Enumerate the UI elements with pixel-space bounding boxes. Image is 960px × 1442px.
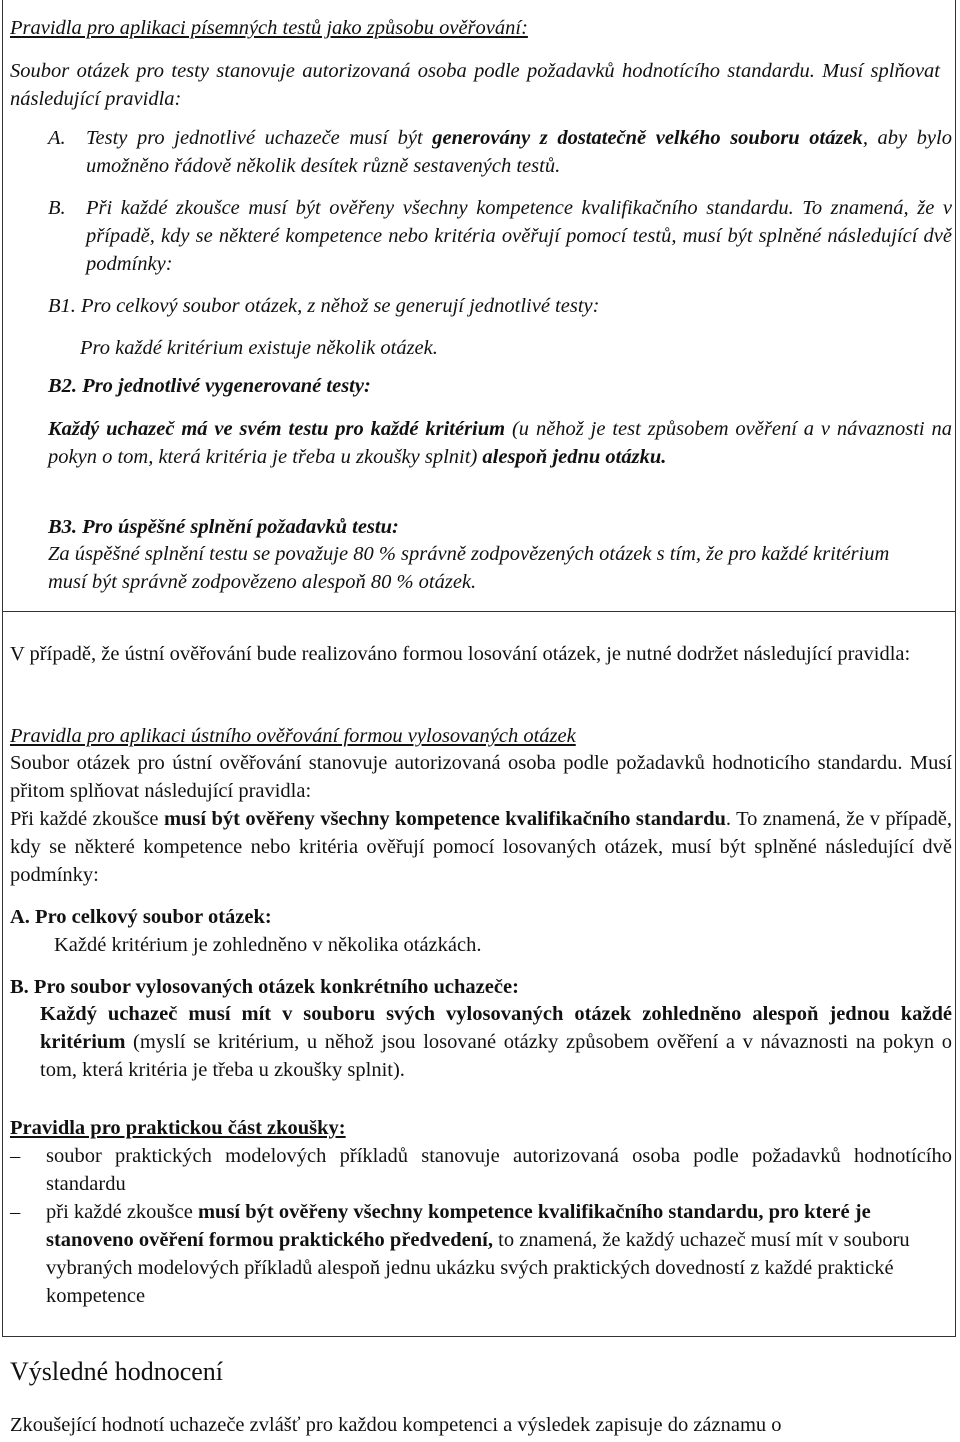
result-text: Zkoušející hodnotí uchazeče zvlášť pro každou kompetenci a výsledek zapisuje do záznamu o <box>10 1414 782 1436</box>
written-heading: Pravidla pro aplikaci písemných testů jako způsobu ověřování: <box>10 17 528 39</box>
item-a-text: Testy pro jednotlivé uchazeče musí být generovány z dostatečně velkého souboru otázek, aby bylo umožněno řádově několik desítek různě sestavených testů. <box>86 127 952 177</box>
b3-text: Za úspěšné splnění testu se považuje 80 % správně zodpovězených otázek s tím, že pro každé kritérium musí být správně zodpovězeno alespoň 80 % otázek. <box>48 543 890 593</box>
dash-bullet: – <box>10 1145 21 1167</box>
b3-heading: B3. Pro úspěšné splnění požadavků testu: <box>48 516 399 538</box>
section-divider <box>2 611 956 612</box>
practical-item-2 <box>10 1198 952 1310</box>
oral-text-2: Při každé zkoušce musí být ověřeny všechny kompetence kvalifikačního standardu. To znamená, že v případě, kdy se některé kompetence nebo kritéria ověřují pomocí losovaných otázek, musí být splněné následující dvě podmínky: <box>10 808 952 886</box>
dash-bullet: – <box>10 1201 21 1223</box>
oral-intro: V případě, že ústní ověřování bude realizováno formou losování otázek, je nutné dodržet následující pravidla: <box>10 643 911 665</box>
practical-item-2-text: při každé zkoušce musí být ověřeny všechny kompetence kvalifikačního standardu, pro které je stanoveno ověření formou praktického předvedení, to znamená, že každý uchazeč musí mít v souboru vybraných modelových příkladů alespoň jednu ukázku svých praktických dovedností z každé praktické kompetence <box>46 1201 910 1307</box>
b1-heading: B1. Pro celkový soubor otázek, z něhož se generují jednotlivé testy: <box>48 295 600 317</box>
oral-b-heading: B. Pro soubor vylosovaných otázek konkrétního uchazeče: <box>10 976 519 998</box>
practical-item-1-text: soubor praktických modelových příkladů stanovuje autorizovaná osoba podle požadavků hodnotícího standardu <box>46 1145 952 1195</box>
oral-text-1: Soubor otázek pro ústní ověřování stanovuje autorizovaná osoba podle požadavků hodnoticího standardu. Musí přitom splňovat následující pravidla: <box>10 752 952 802</box>
item-b-text: Při každé zkoušce musí být ověřeny všechny kompetence kvalifikačního standardu. To znamená, že v případě, kdy se některé kompetence nebo kritéria ověřují pomocí testů, musí být splněné následující dvě podmínky: <box>86 197 952 275</box>
practical-heading: Pravidla pro praktickou část zkoušky: <box>10 1117 346 1139</box>
oral-heading: Pravidla pro aplikaci ústního ověřování formou vylosovaných otázek <box>10 725 576 747</box>
practical-item-1 <box>10 1142 952 1198</box>
written-item-a <box>48 124 952 180</box>
written-item-b <box>48 194 952 278</box>
oral-b-text: Každý uchazeč musí mít v souboru svých vylosovaných otázek zohledněno alespoň jednou každé kritérium (myslí se kritérium, u něhož jsou losované otázky způsobem ověření a v návaznosti na pokyn o tom, která kritéria je třeba u zkoušky splnit). <box>40 1003 952 1081</box>
oral-a-heading: A. Pro celkový soubor otázek: <box>10 906 272 928</box>
item-b-label: B. <box>48 197 66 219</box>
b1-text: Pro každé kritérium existuje několik otázek. <box>80 337 438 359</box>
item-a-label: A. <box>48 127 66 149</box>
b2-heading: B2. Pro jednotlivé vygenerované testy: <box>48 375 371 397</box>
written-intro: Soubor otázek pro testy stanovuje autorizovaná osoba podle požadavků hodnotícího standardu. Musí splňovat následující pravidla: <box>10 60 940 110</box>
result-heading: Výsledné hodnocení <box>10 1357 224 1386</box>
b2-text: Každý uchazeč má ve svém testu pro každé kritérium (u něhož je test způsobem ověření a v návaznosti na pokyn o tom, která kritéria je třeba u zkoušky splnit) alespoň jednu otázku. <box>48 418 952 468</box>
oral-a-text: Každé kritérium je zohledněno v několika otázkách. <box>54 934 482 956</box>
